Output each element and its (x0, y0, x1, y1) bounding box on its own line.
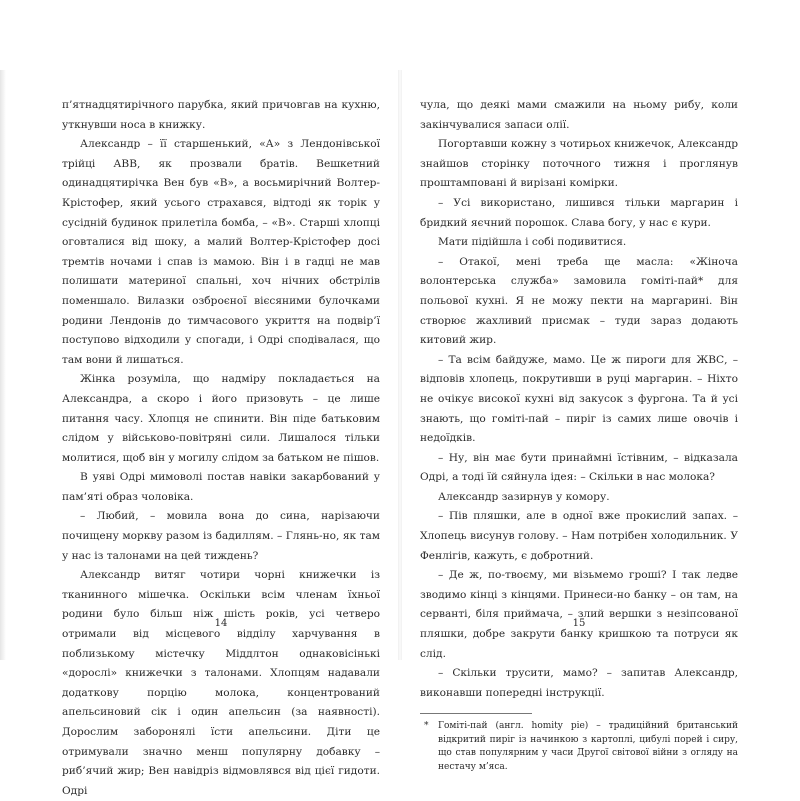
paragraph: – Та всім байдуже, мамо. Це ж пироги для ЖВС, – відповів хлопець, покрутивши в руці маргарин. – Ніхто не очікує високої кухні від закусок з фургона. Та й усі знають, що гоміті-пай – пиріг із самих лише овочів і недоїдків. (420, 353, 738, 445)
paragraph: – Любий, – мовила вона до сина, нарізаючи почищену моркву разом із бадиллям. – Глянь-но, як там у нас із талонами на цей тиждень? (62, 510, 380, 562)
paragraph: Жінка розуміла, що надміру покладається на Александра, а скоро і його призовуть – це лише питання часу. Хлопця не спинити. Він піде батьковим слідом у військово-повітряні сили. Лишалося тільки молитися, щоб він у могилу слідом за батьком не пішов. (62, 373, 380, 464)
paragraph: Александр зазирнув у комору. (438, 490, 610, 503)
paragraph: п’ятнадцятирічного парубка, який причовгав на кухню, уткнувши носа в книжку. (62, 99, 380, 131)
footnote-text: Гоміті-пай (англ. homity pie) – традиційний британський відкритий пиріг із начинкою з картоплі, цибулі порей і сиру, що став популярним у часи Другої світової війни з огляду на нестачу м’яса. (438, 721, 738, 772)
book-gutter (398, 70, 402, 660)
paragraph: чула, що деякі мами смажили на ньому рибу, коли закінчувалися запаси олії. (420, 99, 738, 131)
paragraph: Погортавши кожну з чотирьох книжечок, Александр знайшов сторінку поточного тижня і проглянув проштамповані й вирізані комірки. (420, 138, 738, 190)
left-page (62, 96, 380, 801)
page-number-right: 15 (572, 618, 586, 629)
paragraph: – Пів пляшки, але в одної вже прокислий запах. – Хлопець висунув голову. – Нам потрібен холодильник. У Фенлігів, кажуть, є добротний. (420, 510, 738, 562)
footnote (420, 720, 738, 774)
right-page (420, 96, 738, 774)
paragraph: – Де ж, по-твоєму, ми візьмемо гроші? І так ледве зводимо кінці з кінцями. Принеси-но банку – он там, на серванті, біля приймача, – злий вершки з незіпсованої пляшки, добре закрути банку кришкою та потруси як слід. (420, 569, 738, 660)
footnote-mark: * (424, 721, 429, 732)
footnote-rule (420, 713, 532, 714)
paragraph: – Усі використано, лишився тільки маргарин і бридкий яєчний порошок. Слава богу, у нас є кури. (420, 196, 738, 229)
paragraph: – Отакої, мені треба ще масла: «Жіноча волонтерська служба» замовила гоміті-пай* для польової кухні. Я не можу пекти на маргарині. Він створює жахливий присмак – туди зараз додають китовий жир. (420, 255, 738, 347)
paragraph: – Ну, він має бути принаймні їстівним, – відказала Одрі, а тоді їй сяйнула ідея: – Скільки в нас молока? (420, 451, 738, 484)
paragraph: В уяві Одрі мимоволі постав навіки закарбований у пам’яті образ чоловіка. (62, 471, 380, 503)
left-page-edge (0, 70, 6, 660)
paragraph: Александр – її старшенький, «А» з Лендонівської трійці АВВ, як прозвали братів. Вешкетний одинадцятирічка Вен був «В», а восьмирічний Волтер-Крістофер, який усього страхався, відтоді як торік у сусідній будинок прилетіла бомба, – «В». Старші хлопці оговталися від шоку, а малий Волтер-Крістофер досі тремтів ночами і спав із мамою. Він і в гадці не мав полишати материної спальні, хоч нічних обстрілів поменшало. Вилазки озброєної вієсяними булочками родини Лендонів до тимчасового укриття на подвір’ї поступово відходили у спогади, і Одрі сподівалася, що там вони й лишаться. (62, 138, 380, 366)
paragraph: Александр витяг чотири чорні книжечки із тканинного мішечка. Оскільки всім членам їхньої родини було більш ніж шість років, усі четверо отримали від місцевого відділу харчування в поблизькому містечку Міддлтон однаковісінькі «дорослі» книжечки з талонами. Хлопцям надавали додаткову порцію молока, концентрований апельсиновий сік і один апельсин (за наявності). Дорослим заборонялі їсти апельсини. Діти це отримували значно менш популярну добавку – риб’ячий жир; Вен навідріз відмовлявся від цієї гидоти. Одрі (62, 569, 380, 797)
paragraph: – Скільки трусити, мамо? – запитав Александр, виконавши попередні інструкції. (420, 667, 738, 699)
page-number-left: 14 (214, 618, 228, 629)
paragraph: Мати підійшла і собі подивитися. (438, 236, 627, 249)
